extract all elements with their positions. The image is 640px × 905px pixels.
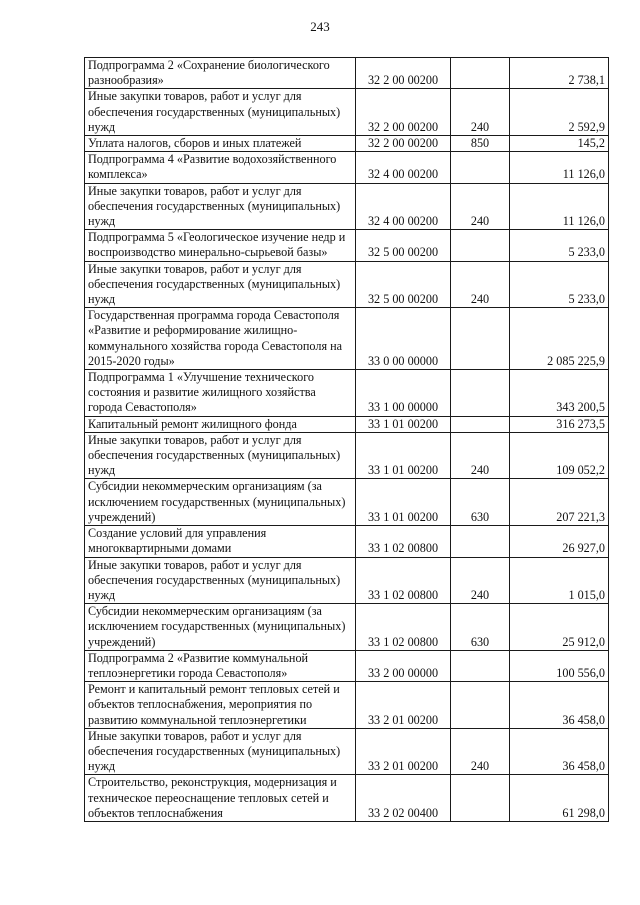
row-target-code: 33 1 01 00200 xyxy=(356,479,451,526)
row-amount: 2 085 225,9 xyxy=(510,308,609,370)
row-name: Подпрограмма 4 «Развитие водохозяйственного комплекса» xyxy=(85,152,356,183)
table-row xyxy=(85,728,609,775)
row-target-code: 32 4 00 00200 xyxy=(356,183,451,230)
row-expense-type: 240 xyxy=(451,261,510,308)
table-row xyxy=(85,183,609,230)
table-row xyxy=(85,370,609,417)
row-name: Иные закупки товаров, работ и услуг для обеспечения государственных (муниципальных) нужд xyxy=(85,557,356,604)
row-amount: 5 233,0 xyxy=(510,230,609,261)
row-target-code: 33 2 01 00200 xyxy=(356,728,451,775)
row-name: Подпрограмма 2 «Сохранение биологического разнообразия» xyxy=(85,58,356,89)
row-target-code: 33 1 02 00800 xyxy=(356,526,451,557)
row-name: Капитальный ремонт жилищного фонда xyxy=(85,416,356,432)
row-expense-type xyxy=(451,230,510,261)
row-target-code: 33 1 01 00200 xyxy=(356,432,451,479)
row-amount: 26 927,0 xyxy=(510,526,609,557)
row-name: Подпрограмма 1 «Улучшение технического состояния и развитие жилищного хозяйства города Севастополя» xyxy=(85,370,356,417)
row-target-code: 33 2 01 00200 xyxy=(356,682,451,729)
table-row xyxy=(85,416,609,432)
row-target-code: 32 2 00 00200 xyxy=(356,136,451,152)
row-amount: 61 298,0 xyxy=(510,775,609,822)
row-expense-type xyxy=(451,58,510,89)
row-amount: 36 458,0 xyxy=(510,682,609,729)
table-row xyxy=(85,526,609,557)
row-target-code: 33 1 01 00200 xyxy=(356,416,451,432)
row-amount: 100 556,0 xyxy=(510,650,609,681)
row-expense-type: 240 xyxy=(451,557,510,604)
table-row xyxy=(85,775,609,822)
row-expense-type xyxy=(451,370,510,417)
table-row xyxy=(85,557,609,604)
row-name: Иные закупки товаров, работ и услуг для обеспечения государственных (муниципальных) нужд xyxy=(85,89,356,136)
table-row xyxy=(85,136,609,152)
row-target-code: 33 0 00 00000 xyxy=(356,308,451,370)
row-amount: 145,2 xyxy=(510,136,609,152)
row-expense-type xyxy=(451,775,510,822)
table-row xyxy=(85,682,609,729)
table-row xyxy=(85,89,609,136)
budget-table xyxy=(84,57,609,822)
row-amount: 1 015,0 xyxy=(510,557,609,604)
row-target-code: 32 4 00 00200 xyxy=(356,152,451,183)
row-expense-type xyxy=(451,152,510,183)
row-name: Субсидии некоммерческим организациям (за исключением государственных (муниципальных) учреждений) xyxy=(85,604,356,651)
row-target-code: 32 2 00 00200 xyxy=(356,58,451,89)
table-row xyxy=(85,230,609,261)
page-number: 243 xyxy=(310,19,330,34)
row-name: Государственная программа города Севастополя «Развитие и реформирование жилищно-коммунального хозяйства города Севастополя на 2015-2020 годы» xyxy=(85,308,356,370)
row-expense-type: 240 xyxy=(451,432,510,479)
row-name: Ремонт и капитальный ремонт тепловых сетей и объектов теплоснабжения, мероприятия по развитию коммунальной теплоэнергетики xyxy=(85,682,356,729)
row-expense-type: 850 xyxy=(451,136,510,152)
row-expense-type: 630 xyxy=(451,479,510,526)
row-amount: 11 126,0 xyxy=(510,183,609,230)
row-amount: 5 233,0 xyxy=(510,261,609,308)
row-target-code: 33 1 00 00000 xyxy=(356,370,451,417)
row-name: Иные закупки товаров, работ и услуг для обеспечения государственных (муниципальных) нужд xyxy=(85,728,356,775)
row-target-code: 33 1 02 00800 xyxy=(356,557,451,604)
table-row xyxy=(85,604,609,651)
row-name: Подпрограмма 5 «Геологическое изучение недр и воспроизводство минерально-сырьевой базы» xyxy=(85,230,356,261)
row-amount: 11 126,0 xyxy=(510,152,609,183)
row-amount: 343 200,5 xyxy=(510,370,609,417)
row-amount: 2 738,1 xyxy=(510,58,609,89)
row-amount: 316 273,5 xyxy=(510,416,609,432)
row-target-code: 32 5 00 00200 xyxy=(356,230,451,261)
row-expense-type xyxy=(451,308,510,370)
row-target-code: 33 2 00 00000 xyxy=(356,650,451,681)
table-row xyxy=(85,152,609,183)
table-row xyxy=(85,479,609,526)
table-row xyxy=(85,58,609,89)
row-amount: 25 912,0 xyxy=(510,604,609,651)
row-amount: 2 592,9 xyxy=(510,89,609,136)
row-target-code: 32 5 00 00200 xyxy=(356,261,451,308)
table-row xyxy=(85,432,609,479)
row-name: Иные закупки товаров, работ и услуг для обеспечения государственных (муниципальных) нужд xyxy=(85,432,356,479)
table-row xyxy=(85,650,609,681)
row-name: Уплата налогов, сборов и иных платежей xyxy=(85,136,356,152)
row-expense-type xyxy=(451,650,510,681)
row-name: Создание условий для управления многоквартирными домами xyxy=(85,526,356,557)
row-target-code: 33 2 02 00400 xyxy=(356,775,451,822)
row-expense-type: 240 xyxy=(451,89,510,136)
row-amount: 207 221,3 xyxy=(510,479,609,526)
row-name: Строительство, реконструкция, модернизация и техническое переоснащение тепловых сетей и объектов теплоснабжения xyxy=(85,775,356,822)
row-expense-type: 240 xyxy=(451,183,510,230)
table-row xyxy=(85,261,609,308)
row-name: Иные закупки товаров, работ и услуг для обеспечения государственных (муниципальных) нужд xyxy=(85,183,356,230)
row-expense-type xyxy=(451,682,510,729)
row-name: Подпрограмма 2 «Развитие коммунальной теплоэнергетики города Севастополя» xyxy=(85,650,356,681)
row-amount: 36 458,0 xyxy=(510,728,609,775)
row-target-code: 33 1 02 00800 xyxy=(356,604,451,651)
row-name: Субсидии некоммерческим организациям (за исключением государственных (муниципальных) учреждений) xyxy=(85,479,356,526)
row-expense-type: 240 xyxy=(451,728,510,775)
row-expense-type: 630 xyxy=(451,604,510,651)
row-name: Иные закупки товаров, работ и услуг для обеспечения государственных (муниципальных) нужд xyxy=(85,261,356,308)
row-expense-type xyxy=(451,526,510,557)
row-amount: 109 052,2 xyxy=(510,432,609,479)
row-target-code: 32 2 00 00200 xyxy=(356,89,451,136)
table-row xyxy=(85,308,609,370)
row-expense-type xyxy=(451,416,510,432)
